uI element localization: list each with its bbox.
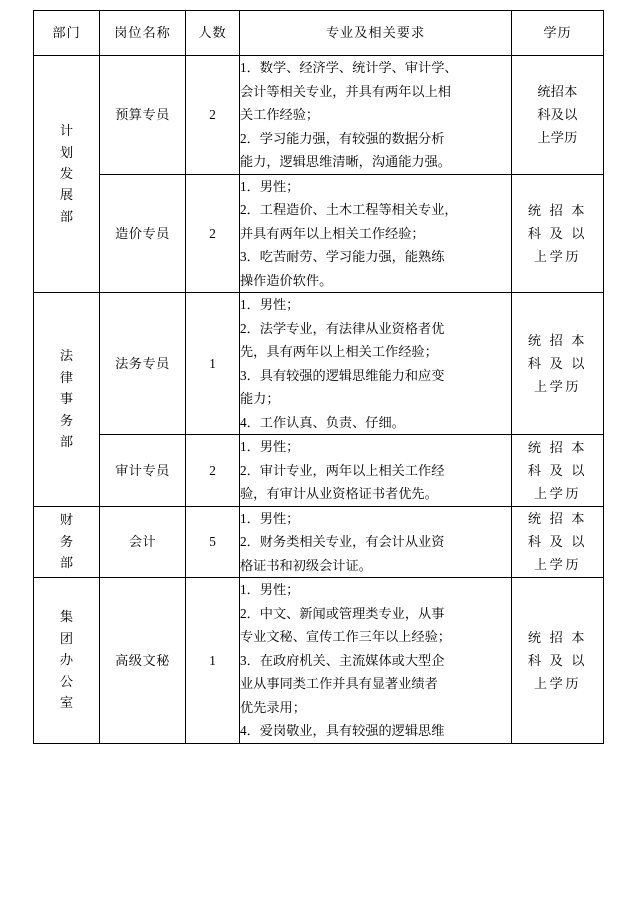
requirements-cell [240, 578, 512, 744]
column-header-post: 岗位名称 [100, 11, 186, 56]
education-line: 上学历 [537, 130, 578, 146]
table-row [34, 578, 604, 744]
post-cell: 会计 [100, 506, 186, 578]
education-cell [512, 174, 604, 293]
education-line: 上学历 [533, 675, 582, 691]
requirement-line: 1．男性； [240, 178, 300, 194]
department-cell [34, 578, 100, 744]
requirement-line: 2．审计专业，两年以上相关工作经 [240, 462, 445, 478]
number-cell: 2 [186, 56, 240, 175]
department-cell [34, 506, 100, 578]
requirement-line: 1．数学、经济学、统计学、审计学、 [240, 60, 458, 75]
requirement-line: 1．男性； [240, 297, 300, 312]
education-line: 上学历 [533, 485, 582, 501]
table-header-row [34, 11, 604, 56]
post-cell: 高级文秘 [100, 578, 186, 744]
table-row [34, 435, 604, 507]
education-line: 科 及 以 [527, 652, 588, 668]
post-cell: 预算专员 [100, 56, 186, 175]
education-line: 科 及 以 [527, 462, 588, 478]
requirement-line: 3．具有较强的逻辑思维能力和应变 [240, 367, 445, 383]
education-line: 统 招 本 [527, 202, 588, 218]
number-cell: 5 [186, 506, 240, 578]
education-cell [512, 578, 604, 744]
number-cell: 2 [186, 435, 240, 507]
requirement-line: 4．爱岗敬业，具有较强的逻辑思维 [240, 723, 445, 738]
education-line: 上学历 [533, 379, 582, 395]
education-line: 上学历 [533, 557, 582, 573]
column-header-department: 部门 [34, 11, 100, 56]
requirement-line: 会计等相关专业，并具有两年以上相 [240, 83, 451, 99]
requirement-line: 1．男性； [240, 439, 300, 454]
education-line: 科 及 以 [527, 534, 588, 550]
education-line: 科 及 以 [527, 355, 588, 371]
requirement-line: 1．男性； [240, 510, 300, 526]
requirement-line: 4．工作认真、负责、仔细。 [240, 414, 405, 430]
requirements-cell [240, 56, 512, 175]
requirement-line: 关工作经验； [240, 107, 320, 122]
table-row [34, 56, 604, 175]
column-header-requirements: 专业及相关要求 [240, 11, 512, 56]
requirement-line: 3．在政府机关、主流媒体或大型企 [240, 652, 445, 668]
requirement-line: 操作造价软件。 [240, 272, 333, 288]
education-line: 科及以 [537, 107, 578, 123]
requirements-cell [240, 506, 512, 578]
requirement-line: 2．工程造价、土木工程等相关专业， [240, 202, 458, 217]
column-header-number: 人数 [186, 11, 240, 56]
requirement-line: 1．男性； [240, 582, 300, 597]
education-cell [512, 435, 604, 507]
table-row [34, 174, 604, 293]
requirement-line: 2．财务类相关专业，有会计从业资 [240, 534, 445, 549]
requirement-line: 验，有审计从业资格证书者优先。 [240, 486, 438, 501]
requirement-line: 2．法学专业，有法律从业资格者优 [240, 320, 445, 336]
number-cell: 1 [186, 293, 240, 435]
education-line: 统 招 本 [527, 511, 588, 527]
column-header-education: 学历 [512, 11, 604, 56]
requirements-cell [240, 435, 512, 507]
education-cell [512, 506, 604, 578]
department-cell [34, 56, 100, 293]
number-cell: 2 [186, 174, 240, 293]
table-row [34, 293, 604, 435]
requirement-line: 能力； [240, 391, 280, 406]
department-label: 法律事务部 [59, 348, 74, 449]
department-label: 集团办公室 [59, 609, 74, 710]
table-header [34, 11, 604, 56]
education-line: 上学历 [533, 248, 582, 264]
department-cell [34, 293, 100, 507]
table-row [34, 506, 604, 578]
department-label: 计划发展部 [59, 123, 74, 224]
table-body [34, 56, 604, 744]
requirement-line: 业从事同类工作并具有显著业绩者 [240, 676, 438, 691]
education-line: 统 招 本 [527, 439, 588, 455]
requirement-line: 优先录用； [240, 699, 306, 715]
requirement-line: 专业文秘、宣传工作三年以上经验； [240, 629, 451, 644]
education-line: 统 招 本 [527, 629, 588, 645]
education-line: 统招本 [537, 84, 578, 100]
requirement-line: 3．吃苦耐劳、学习能力强，能熟练 [240, 249, 445, 264]
post-cell: 审计专员 [100, 435, 186, 507]
post-cell: 法务专员 [100, 293, 186, 435]
number-cell: 1 [186, 578, 240, 744]
post-cell: 造价专员 [100, 174, 186, 293]
requirement-line: 先，具有两年以上相关工作经验； [240, 344, 438, 359]
department-label: 财务部 [59, 512, 74, 571]
requirements-cell [240, 174, 512, 293]
education-line: 统 招 本 [527, 332, 588, 348]
requirement-line: 2．学习能力强，有较强的数据分析 [240, 130, 445, 146]
requirements-cell [240, 293, 512, 435]
education-cell [512, 56, 604, 175]
education-cell [512, 293, 604, 435]
requirement-line: 能力，逻辑思维清晰，沟通能力强。 [240, 154, 451, 169]
job-requirements-table [33, 10, 604, 744]
education-line: 科 及 以 [527, 225, 588, 241]
requirement-line: 并具有两年以上相关工作经验； [240, 225, 425, 241]
requirement-line: 格证书和初级会计证。 [240, 557, 372, 573]
requirement-line: 2．中文、新闻或管理类专业，从事 [240, 605, 445, 621]
